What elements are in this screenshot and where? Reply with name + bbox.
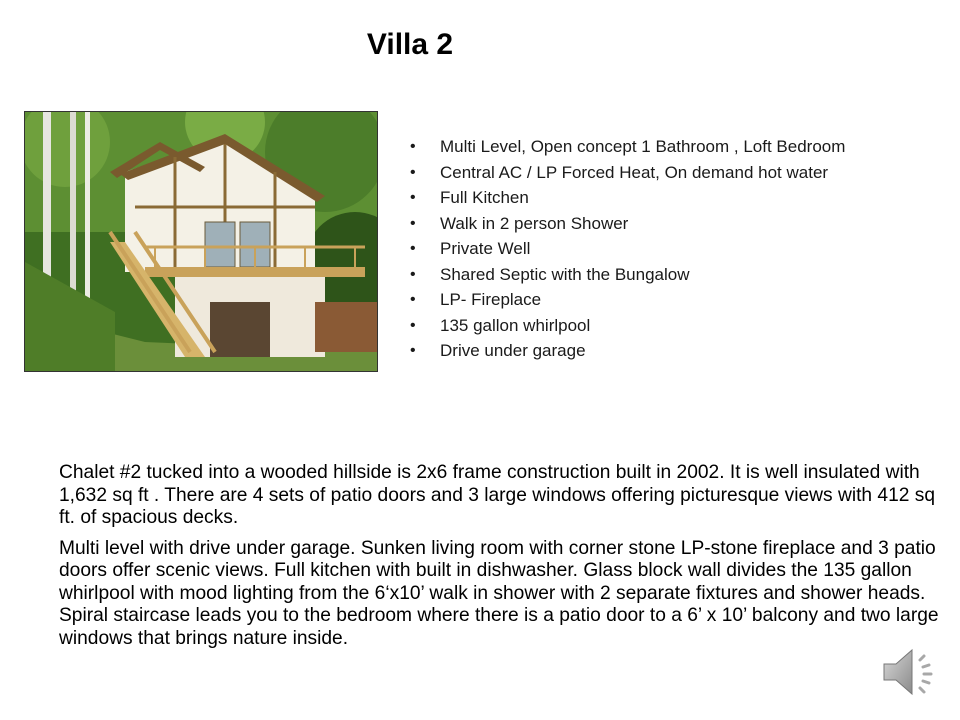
- feature-item: • 135 gallon whirlpool: [410, 313, 890, 339]
- feature-item: • Central AC / LP Forced Heat, On demand hot water: [410, 160, 890, 186]
- speaker-icon[interactable]: [878, 640, 942, 704]
- feature-item: • Shared Septic with the Bungalow: [410, 262, 890, 288]
- feature-item: • Private Well: [410, 236, 890, 262]
- description-paragraph: Chalet #2 tucked into a wooded hillside is 2x6 frame construction built in 2002. It is well insulated with 1,632 sq ft . There are 4 sets of patio doors and 3 large windows offering picturesque views with 412 sq ft. of spacious decks.: [59, 462, 936, 528]
- feature-list: [410, 134, 890, 364]
- feature-item: • Full Kitchen: [410, 185, 890, 211]
- chalet-illustration: [25, 112, 377, 371]
- slide-title: Villa 2: [366, 28, 454, 61]
- chalet-photo: [24, 111, 378, 372]
- feature-item: • Multi Level, Open concept 1 Bathroom , Loft Bedroom: [410, 134, 890, 160]
- feature-item: • LP- Fireplace: [410, 287, 890, 313]
- description: [59, 462, 939, 658]
- feature-item: • Drive under garage: [410, 338, 890, 364]
- feature-item: • Walk in 2 person Shower: [410, 211, 890, 237]
- description-paragraph: Multi level with drive under garage. Sunken living room with corner stone LP-stone fireplace and 3 patio doors offer scenic views. Full kitchen with built in dishwasher. Glass block wall divides the 135 gallon whirlpool with mood lighting from the 6‘x10’ walk in shower with 2 separate fixtures and shower heads. Spiral staircase leads you to the bedroom where there is a patio door to a 6’ x 10’ balcony and two large windows that brings nature inside.: [59, 537, 939, 649]
